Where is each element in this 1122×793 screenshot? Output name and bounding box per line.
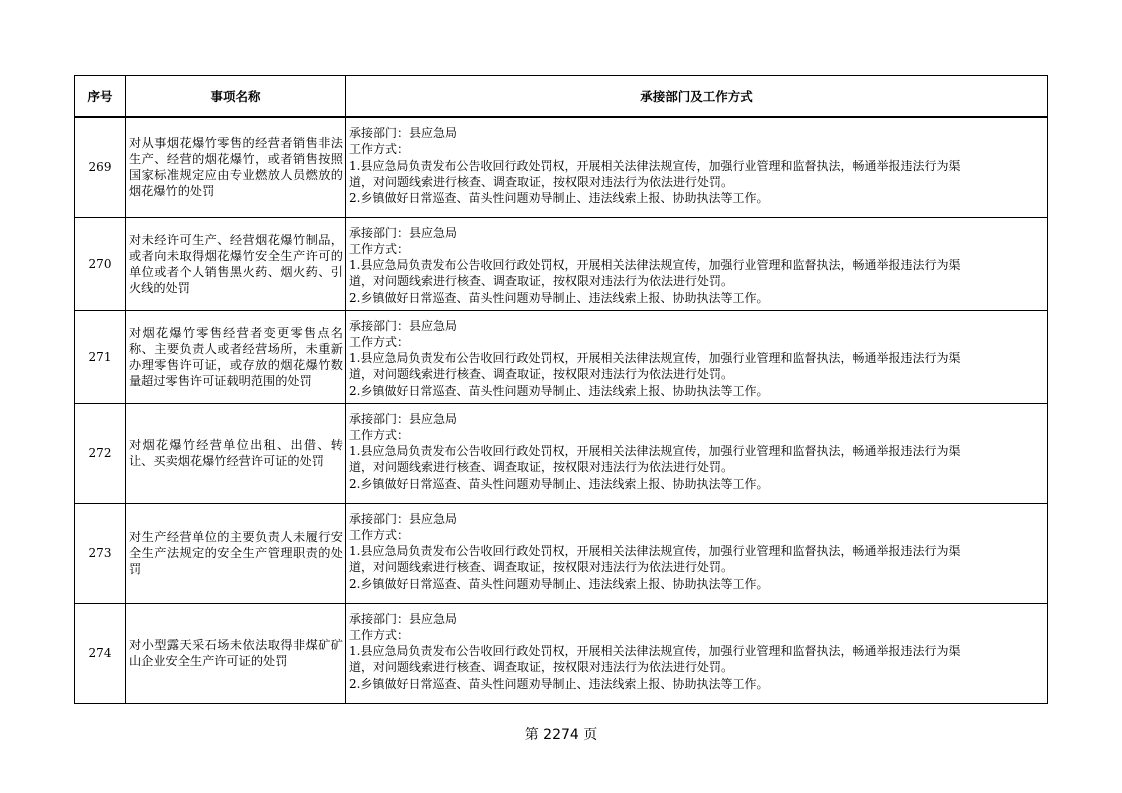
row-item-name: 对从事烟花爆竹零售的经营者销售非法生产、经营的烟花爆竹，或者销售按照国家标准规定应由专业燃放人员燃放的烟花爆竹的处罚 [126,117,346,217]
row-department-method [346,117,1048,217]
row-serial-number: 274 [75,603,126,703]
method-item-1a: 1.县应急局负责发布公告收回行政处罚权，开展相关法律法规宣传，加强行业管理和监督执法，畅通举报违法行为渠 [349,444,961,459]
method-item-1a: 1.县应急局负责发布公告收回行政处罚权，开展相关法律法规宣传，加强行业管理和监督执法，畅通举报违法行为渠 [349,351,961,366]
method-item-2: 2.乡镇做好日常巡查、苗头性问题劝导制止、违法线索上报、协助执法等工作。 [349,576,769,591]
method-item-2: 2.乡镇做好日常巡查、苗头性问题劝导制止、违法线索上报、协助执法等工作。 [349,383,769,398]
method-item-2: 2.乡镇做好日常巡查、苗头性问题劝导制止、违法线索上报、协助执法等工作。 [349,476,769,491]
method-item-1b: 道，对问题线索进行核查、调查取证，按权限对违法行为依法进行处罚。 [349,560,734,575]
row-serial-number: 273 [75,503,126,603]
row-serial-number: 270 [75,217,126,310]
table-row [75,310,1048,403]
table-row [75,403,1048,503]
row-department-method [346,503,1048,603]
row-item-name: 对小型露天采石场未依法取得非煤矿矿山企业安全生产许可证的处罚 [126,603,346,703]
method-item-2: 2.乡镇做好日常巡查、苗头性问题劝导制止、违法线索上报、协助执法等工作。 [349,676,769,691]
row-item-name: 对未经许可生产、经营烟花爆竹制品，或者向未取得烟花爆竹安全生产许可的单位或者个人销售黑火药、烟火药、引火线的处罚 [126,217,346,310]
row-department-method [346,217,1048,310]
row-serial-number: 272 [75,403,126,503]
method-label: 工作方式： [349,334,410,349]
department-line: 承接部门：县应急局 [349,611,458,626]
row-serial-number: 269 [75,117,126,217]
table-row [75,117,1048,217]
header-item-name: 事项名称 [126,76,346,118]
department-line: 承接部门：县应急局 [349,318,458,333]
method-label: 工作方式： [349,527,410,542]
header-serial-number: 序号 [75,76,126,118]
row-department-method [346,603,1048,703]
department-line: 承接部门：县应急局 [349,511,458,526]
table-row [75,503,1048,603]
department-line: 承接部门：县应急局 [349,126,458,140]
table-header-row [75,76,1048,118]
row-department-method [346,403,1048,503]
method-item-1b: 道，对问题线索进行核查、调查取证，按权限对违法行为依法进行处罚。 [349,460,734,475]
header-department-method: 承接部门及工作方式 [346,76,1048,118]
row-department-method [346,310,1048,403]
method-item-1a: 1.县应急局负责发布公告收回行政处罚权，开展相关法律法规宣传，加强行业管理和监督执法，畅通举报违法行为渠 [349,644,961,659]
page-number: 第 2274 页 [524,727,598,743]
row-item-name: 对烟花爆竹经营单位出租、出借、转让、买卖烟花爆竹经营许可证的处罚 [126,403,346,503]
method-label: 工作方式： [349,241,410,256]
method-label: 工作方式： [349,627,410,642]
method-label: 工作方式： [349,142,410,157]
method-item-1a: 1.县应急局负责发布公告收回行政处罚权，开展相关法律法规宣传，加强行业管理和监督执法，畅通举报违法行为渠 [349,258,961,273]
method-item-1b: 道，对问题线索进行核查、调查取证，按权限对违法行为依法进行处罚。 [349,367,734,382]
matters-table [74,75,1048,704]
department-line: 承接部门：县应急局 [349,225,458,240]
method-item-1b: 道，对问题线索进行核查、调查取证，按权限对违法行为依法进行处罚。 [349,174,734,189]
method-item-2: 2.乡镇做好日常巡查、苗头性问题劝导制止、违法线索上报、协助执法等工作。 [349,290,769,305]
row-item-name: 对烟花爆竹零售经营者变更零售点名称、主要负责人或者经营场所，未重新办理零售许可证，或存放的烟花爆竹数量超过零售许可证载明范围的处罚 [126,310,346,403]
row-serial-number: 271 [75,310,126,403]
method-item-1a: 1.县应急局负责发布公告收回行政处罚权，开展相关法律法规宣传，加强行业管理和监督执法，畅通举报违法行为渠 [349,158,961,173]
method-item-1b: 道，对问题线索进行核查、调查取证，按权限对违法行为依法进行处罚。 [349,660,734,675]
department-line: 承接部门：县应急局 [349,411,458,426]
method-item-1b: 道，对问题线索进行核查、调查取证，按权限对违法行为依法进行处罚。 [349,274,734,289]
method-label: 工作方式： [349,427,410,442]
table-row [75,603,1048,703]
table-row [75,217,1048,310]
method-item-1a: 1.县应急局负责发布公告收回行政处罚权，开展相关法律法规宣传，加强行业管理和监督执法，畅通举报违法行为渠 [349,544,961,559]
row-item-name: 对生产经营单位的主要负责人未履行安全生产法规定的安全生产管理职责的处罚 [126,503,346,603]
method-item-2: 2.乡镇做好日常巡查、苗头性问题劝导制止、违法线索上报、协助执法等工作。 [349,191,769,206]
